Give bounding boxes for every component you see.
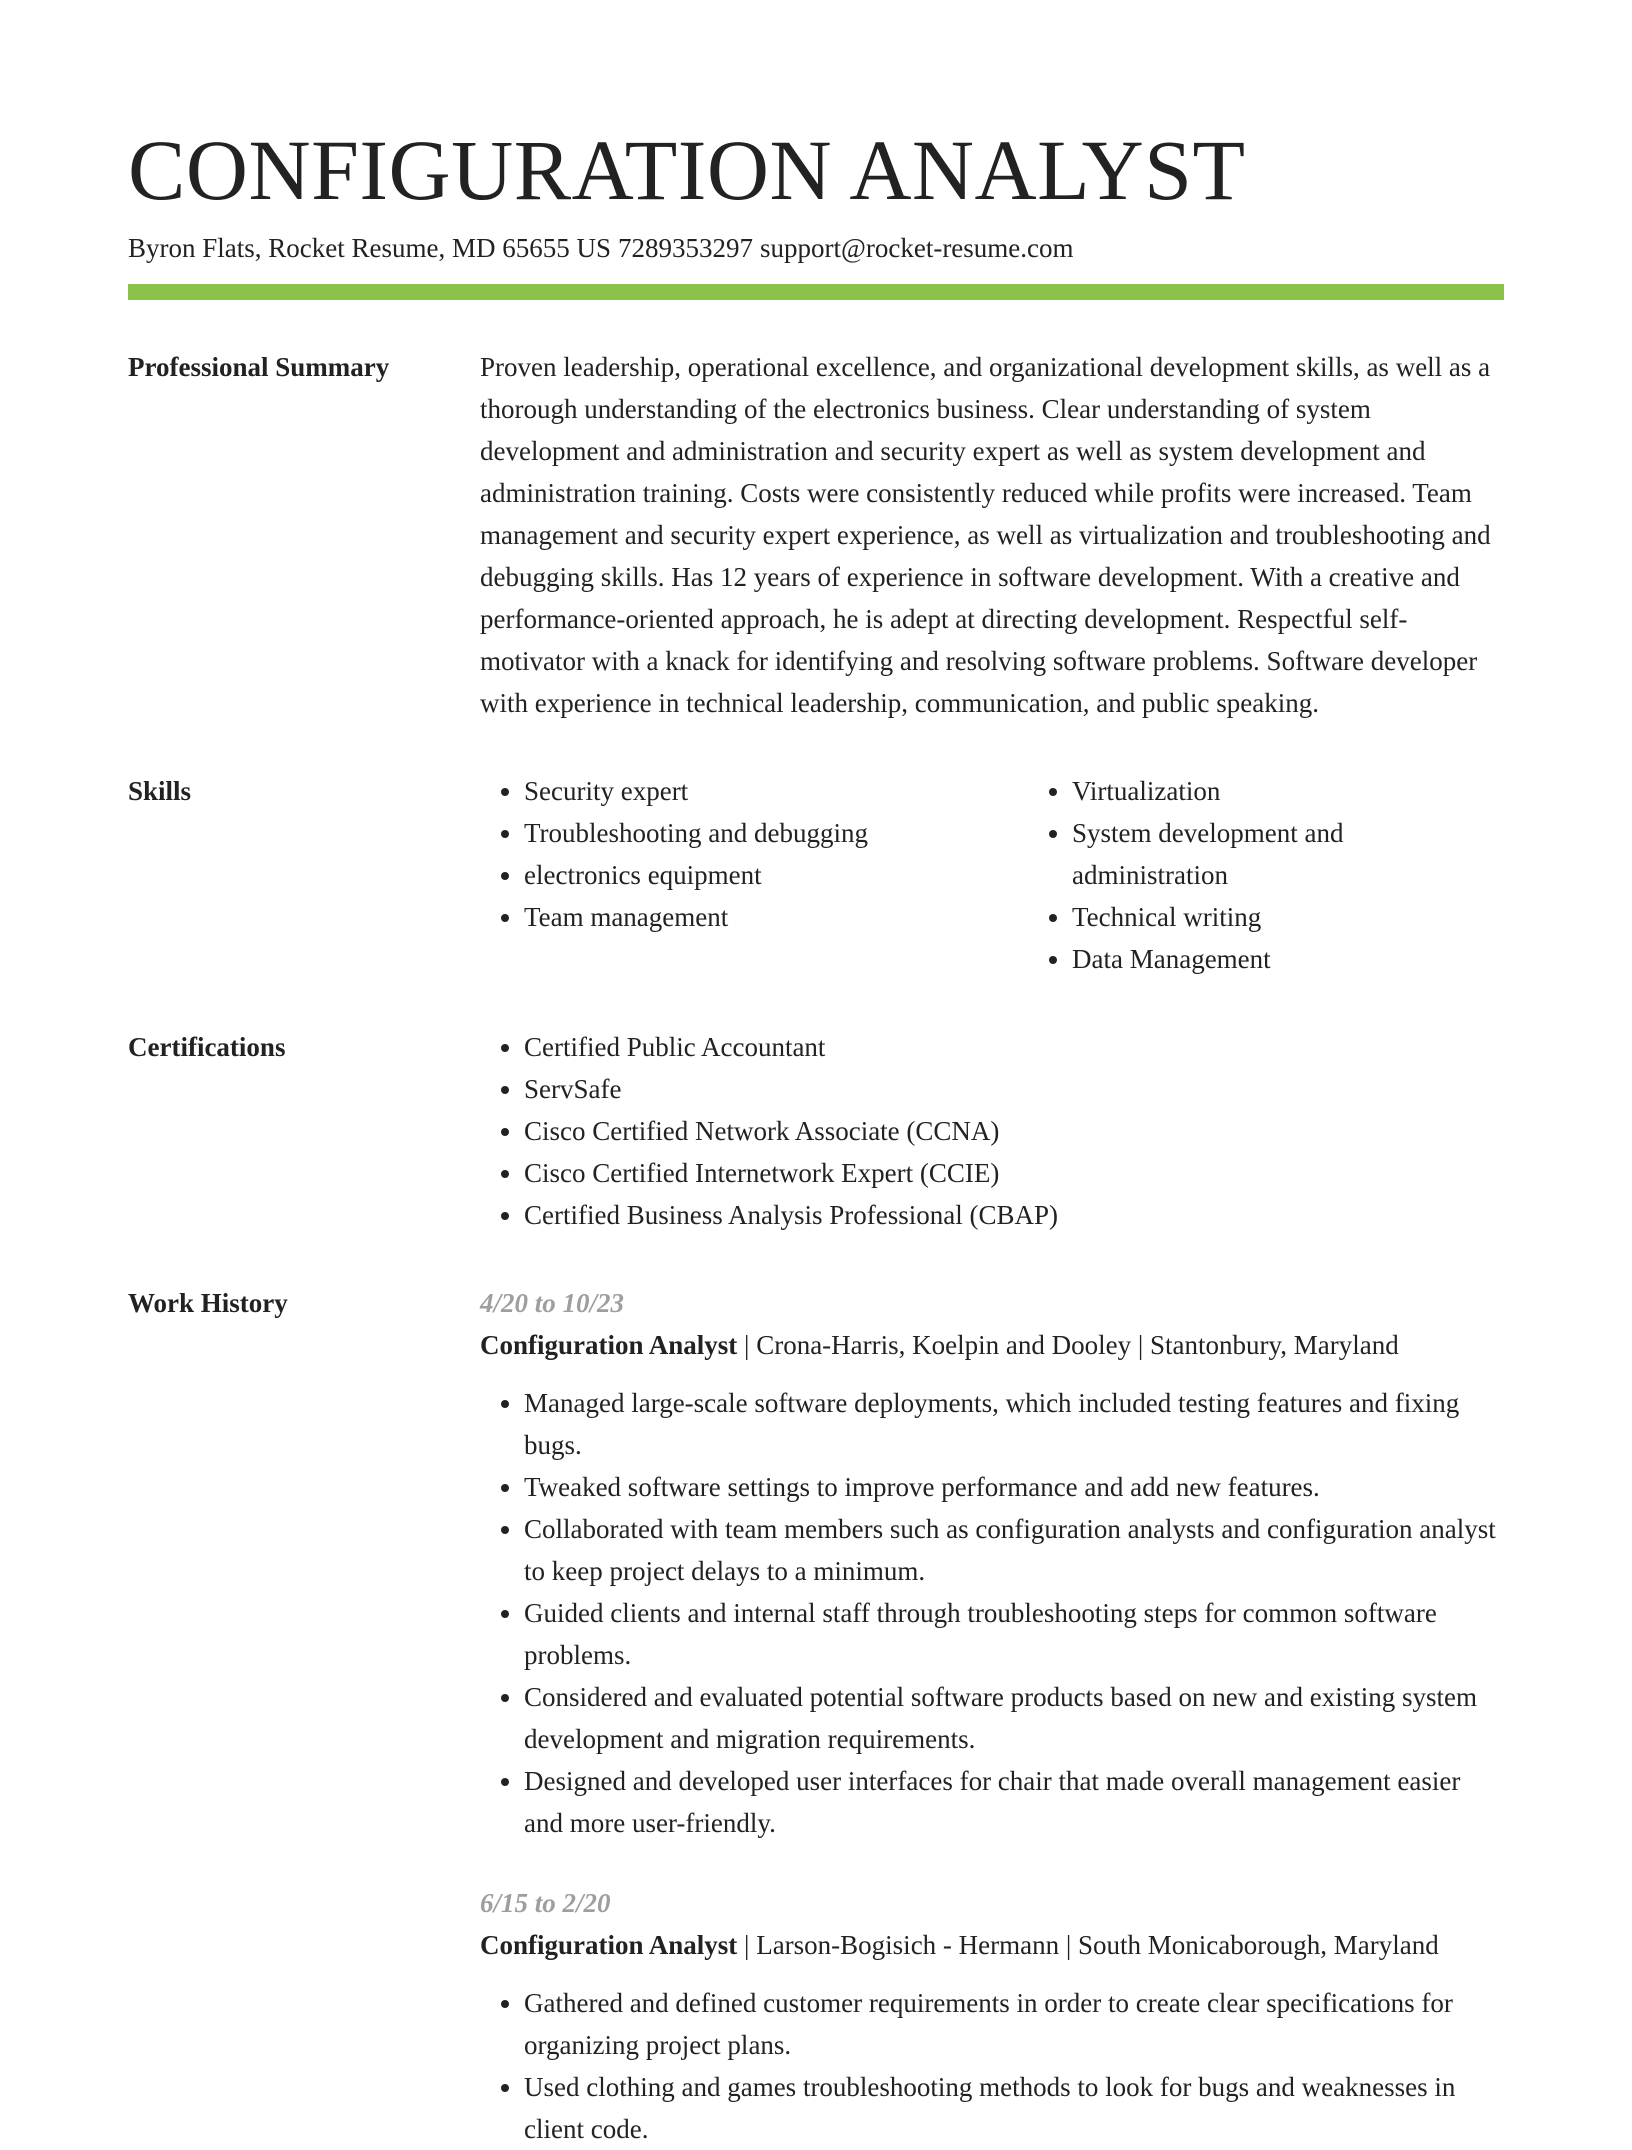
skill-item: • System development and administration [1072,812,1504,896]
skills-list-right [1028,770,1504,980]
skill-item: • Data Management [1072,938,1504,980]
work-history-jobs [480,1282,1504,2150]
job-separator: | [1137,1330,1144,1360]
summary-section [128,346,1504,724]
job-bullet: • Guided clients and internal staff through troubleshooting steps for common software problems. [524,1592,1504,1676]
job-separator: | [744,1330,750,1360]
skill-item: • Troubleshooting and debugging [524,812,1028,854]
job-entry [480,1882,1504,2150]
job-entry [480,1282,1504,1844]
job-location: South Monicaborough, Maryland [1078,1930,1439,1960]
job-bullet: • Designed and developed user interfaces for chair that made overall management easier and more user-friendly. [524,1760,1504,1844]
job-bullet: • Gathered and defined customer requirements in order to create clear specifications for organizing project plans. [524,1982,1504,2066]
certification-item: • Cisco Certified Network Associate (CCNA) [524,1110,1504,1152]
job-company: Larson-Bogisich - Hermann [756,1930,1060,1960]
work-history-label: Work History [128,1288,288,1318]
header-divider [128,284,1504,300]
job-separator: | [744,1930,750,1960]
certification-item: • Cisco Certified Internetwork Expert (CCIE) [524,1152,1504,1194]
skill-item: • Virtualization [1072,770,1504,812]
work-history-section [128,1282,1504,2150]
job-bullets [480,1382,1504,1844]
skills-section [128,770,1504,980]
skills-label: Skills [128,776,192,806]
job-company: Crona-Harris, Koelpin and Dooley [756,1330,1132,1360]
job-bullet: • Managed large-scale software deployments, which included testing features and fixing bugs. [524,1382,1504,1466]
certifications-list [480,1026,1504,1236]
resume-title: CONFIGURATION ANALYST [128,122,1246,218]
summary-text: Proven leadership, operational excellence, and organizational development skills, as well as a thorough understanding of the electronics business. Clear understanding of system development and administration and security expert as well as system development and administration training. Costs were consistently reduced while profits were increased. Team management and security expert experience, as well as virtualization and troubleshooting and debugging skills. Has 12 years of experience in software development. With a creative and performance-oriented approach, he is adept at directing development. Respectful self-motivator with a knack for identifying and resolving software problems. Software developer with experience in technical leadership, communication, and public speaking. [480,352,1491,718]
summary-label: Professional Summary [128,352,390,382]
certification-item: • Certified Business Analysis Professional (CBAP) [524,1194,1504,1236]
resume-page [128,118,1504,2150]
job-bullet: • Considered and evaluated potential software products based on new and existing system development and migration requirements. [524,1676,1504,1760]
certifications-label: Certifications [128,1032,286,1062]
job-location: Stantonbury, Maryland [1150,1330,1399,1360]
skills-list-left [480,770,1028,980]
job-separator: | [1065,1930,1072,1960]
job-bullets [480,1982,1504,2150]
job-title: Configuration Analyst [480,1930,738,1960]
job-bullet: • Used clothing and games troubleshooting methods to look for bugs and weaknesses in client code. [524,2066,1504,2150]
job-heading [480,1924,1504,1966]
job-dates: 4/20 to 10/23 [480,1288,625,1318]
skill-item: • Team management [524,896,1028,938]
certification-item: • ServSafe [524,1068,1504,1110]
job-bullet: • Collaborated with team members such as configuration analysts and configuration analyst to keep project delays to a minimum. [524,1508,1504,1592]
contact-address: Byron Flats, Rocket Resume, MD 65655 US [128,233,611,263]
job-bullet: • Tweaked software settings to improve performance and add new features. [524,1466,1504,1508]
skill-item: • electronics equipment [524,854,1028,896]
certifications-section [128,1026,1504,1236]
job-dates: 6/15 to 2/20 [480,1888,611,1918]
certification-item: • Certified Public Accountant [524,1026,1504,1068]
skill-item: • Technical writing [1072,896,1504,938]
contact-email: support@rocket-resume.com [760,233,1074,263]
job-heading [480,1324,1504,1366]
contact-line [128,230,1504,266]
skill-item: • Security expert [524,770,1028,812]
job-title: Configuration Analyst [480,1330,738,1360]
contact-phone: 7289353297 [618,233,753,263]
